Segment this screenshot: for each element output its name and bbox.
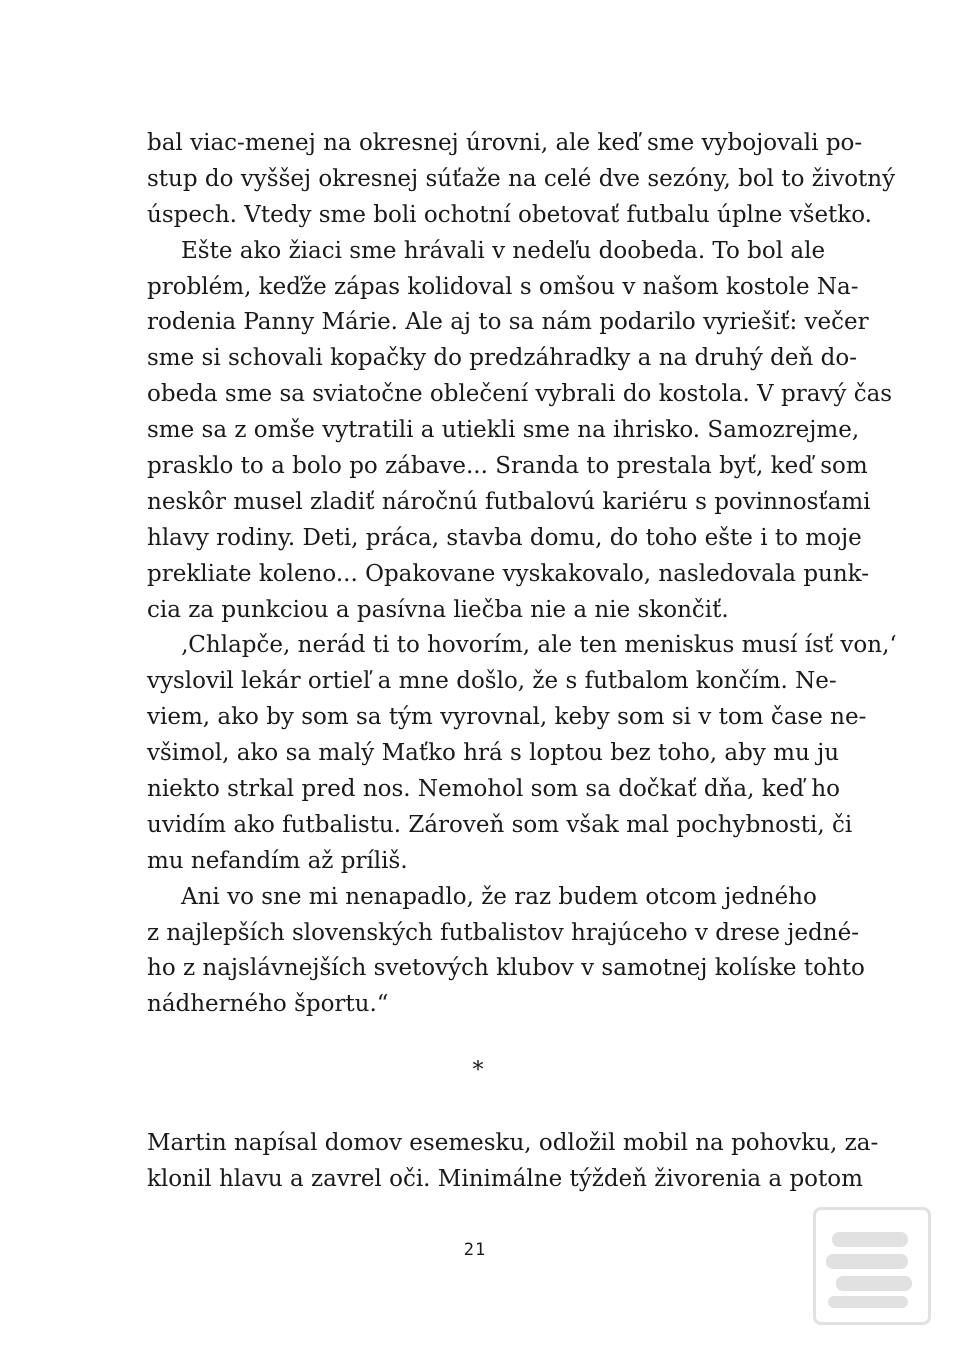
text-line: Ani vo sne mi nenapadlo, že raz budem otcom jedného: [181, 883, 817, 910]
text-line: uvidím ako futbalistu. Zároveň som však mal pochybnosti, či: [147, 811, 853, 838]
text-line: nádherného športu.“: [147, 991, 389, 1018]
text-line: ‚Chlapče, nerád ti to hovorím, ale ten meniskus musí ísť von,‘: [181, 632, 897, 659]
text-line: úspech. Vtedy sme boli ochotní obetovať futbalu úplne všetko.: [147, 201, 872, 228]
text-line: ho z najslávnejších svetových klubov v samotnej kolíske tohto: [147, 955, 865, 982]
page-number: 21: [463, 1240, 487, 1260]
text-line: stup do vyššej okresnej súťaže na celé dve sezóny, bol to životný: [147, 165, 896, 192]
text-line: Martin napísal domov esemesku, odložil mobil na pohovku, za-: [147, 1130, 879, 1156]
text-line: hlavy rodiny. Deti, práca, stavba domu, do toho ešte i to moje: [147, 524, 862, 551]
text-line: sme si schovali kopačky do predzáhradky a na druhý deň do-: [147, 345, 857, 372]
text-line: bal viac-menej na okresnej úrovni, ale keď sme vybojovali po-: [147, 130, 863, 156]
main-text: [147, 126, 897, 1023]
continuation-text: [147, 1126, 879, 1198]
text-line: neskôr musel zladiť náročnú futbalovú kariéru s povinnosťami: [147, 488, 871, 515]
text-line: mu nefandím až príliš.: [147, 847, 408, 874]
text-line: obeda sme sa sviatočne oblečení vybrali do kostola. V pravý čas: [147, 381, 893, 408]
watermark-logo: [813, 1207, 931, 1325]
text-line: niekto strkal pred nos. Nemohol som sa dočkať dňa, keď ho: [147, 776, 841, 803]
text-line: klonil hlavu a zavrel oči. Minimálne týždeň živorenia a potom: [147, 1165, 863, 1192]
text-line: viem, ako by som sa tým vyrovnal, keby som si v tom čase ne-: [147, 704, 867, 731]
text-line: problém, keďže zápas kolidoval s omšou v našom kostole Na-: [147, 273, 859, 300]
book-stack-logo-icon: [826, 1228, 918, 1310]
text-line: z najlepších slovenských futbalistov hrajúceho v drese jedné-: [147, 919, 859, 946]
text-line: vyslovil lekár ortieľ a mne došlo, že s futbalom končím. Ne-: [147, 668, 837, 695]
text-line: prasklo to a bolo po zábave... Sranda to prestala byť, keď som: [147, 453, 868, 480]
text-line: Ešte ako žiaci sme hrávali v nedeľu doobeda. To bol ale: [181, 237, 826, 264]
text-line: rodenia Panny Márie. Ale aj to sa nám podarilo vyriešiť: večer: [147, 309, 869, 336]
text-line: sme sa z omše vytratili a utiekli sme na ihrisko. Samozrejme,: [147, 417, 860, 444]
text-line: cia za punkciou a pasívna liečba nie a nie skončiť.: [147, 596, 729, 623]
text-line: prekliate koleno... Opakovane vyskakovalo, nasledovala punk-: [147, 560, 869, 587]
section-separator: *: [472, 1058, 484, 1083]
text-line: všimol, ako sa malý Maťko hrá s loptou bez toho, aby mu ju: [147, 740, 840, 767]
